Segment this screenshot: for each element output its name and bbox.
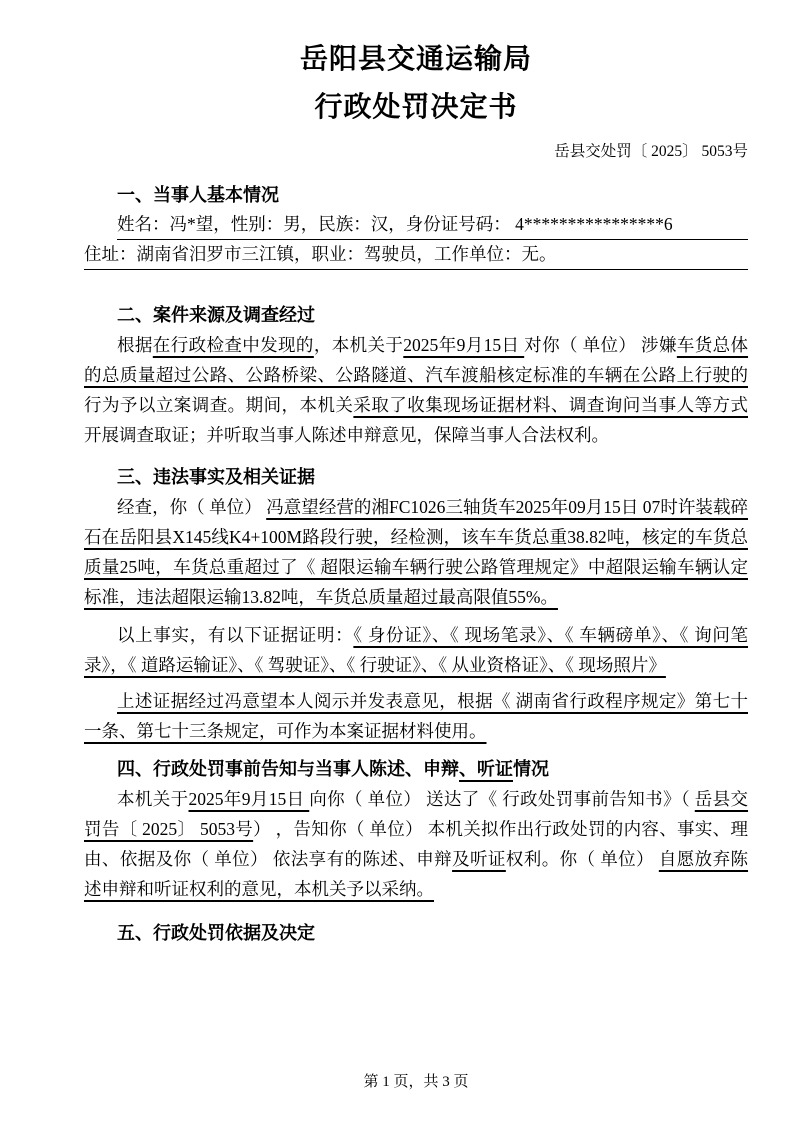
printed-text: 本机关于	[117, 789, 189, 809]
filled-in-text: 在行政检查中发现的	[152, 335, 314, 355]
prior-notice-paragraph	[84, 784, 748, 904]
filled-in-text: 2025年9月15日	[403, 335, 525, 355]
printed-text: 根据	[117, 335, 153, 355]
section-2-heading: 二、案件来源及调查经过	[117, 305, 315, 325]
printed-text: 经查，你（ 单位）	[117, 497, 267, 517]
printed-text: ） ，告知你（ 单位） 本机关拟作出行政处罚的内容、事实、理由、依据及你（ 单位） 依法享有的陈述、申辩	[84, 819, 749, 869]
document-number: 岳县交处罚〔 2025〕 5053号	[554, 143, 748, 160]
filled-in-text: 车货总体的总质量超过公路、公路桥梁、公路隧道、汽车渡船核定标准的车辆在公路上行驶的	[84, 335, 749, 385]
printed-text: 对你（ 单位） 涉嫌	[524, 335, 677, 355]
filled-in-text: 《 身份证》、《 现场笔录》、《 车辆磅单》、《 询问笔录》，《 道路运输证》、《 驾驶证》、《 行驶证》、《 从业资格证》、《 现场照片》	[84, 625, 749, 675]
page-number-footer: 第 1 页，共 3 页	[363, 1074, 469, 1090]
section-5-heading: 五、行政处罚依据及决定	[117, 923, 315, 943]
printed-text: 开展调查取证；并听取当事人陈述申辩意见，保障当事人合法权利。	[84, 425, 609, 445]
filled-in-text: 自愿放弃陈述申辩和听证权利的意见，本机关予以采纳。	[84, 849, 749, 899]
filled-in-text: 、听证	[459, 759, 513, 779]
printed-text: 向你（ 单位） 送达了《 行政处罚事前告知书》（	[309, 789, 695, 809]
filled-in-text: 采取了收集现场证据材料、调查询问当事人等方式	[353, 395, 748, 415]
printed-text: 以上事实，有以下证据证明：	[117, 625, 354, 645]
filled-in-text: 冯意望经营的湘FC1026三轴货车2025年09月15日 07时许装载碎石在岳阳县X145线K4+100M路段行驶，经检测，该车车货总重38.82吨，核定的车货总质量25吨，车货总重超过了《 超限运输车辆行驶公路管理规定》中超限运输车辆认定标准，违法超限运输13.82吨，车货总质量超过最高限值55%。	[84, 497, 749, 607]
filled-in-text: 及听证	[452, 849, 506, 869]
section-4-heading	[84, 754, 748, 784]
evidence-list-paragraph	[84, 620, 748, 680]
filled-in-text: 岳县交罚告〔 2025〕 5053号	[84, 789, 749, 839]
printed-text: 情况	[513, 759, 549, 779]
section-3-heading: 三、违法事实及相关证据	[117, 467, 315, 487]
agency-title: 岳阳县交通运输局	[299, 44, 532, 75]
case-source-paragraph	[84, 330, 748, 450]
violation-facts-paragraph	[84, 492, 748, 612]
filled-in-text: 2025年9月15日	[188, 789, 310, 809]
printed-text: 四、行政处罚事前告知与当事人陈述、申辩	[117, 759, 459, 779]
evidence-confirmation-paragraph	[84, 686, 748, 746]
printed-text: 行为予以立案调查。期间，本机关	[84, 395, 354, 415]
filled-in-text: 上述证据经过冯意望本人阅示并发表意见，根据《 湖南省行政程序规定》第七十一条、第七十三条规定，可作为本案证据材料使用。	[84, 691, 748, 741]
party-address-line: 住址：湖南省汨罗市三江镇，职业：驾驶员，工作单位：无。	[84, 240, 748, 270]
printed-text: 权利。你（ 单位）	[505, 849, 659, 869]
section-1-heading: 一、当事人基本情况	[117, 185, 279, 205]
document-type-title: 行政处罚决定书	[314, 92, 518, 123]
party-name-line: 姓名：冯*望，性别：男，民族：汉，身份证号码： 4****************6	[117, 210, 748, 240]
printed-text: ，本机关于	[313, 335, 404, 355]
